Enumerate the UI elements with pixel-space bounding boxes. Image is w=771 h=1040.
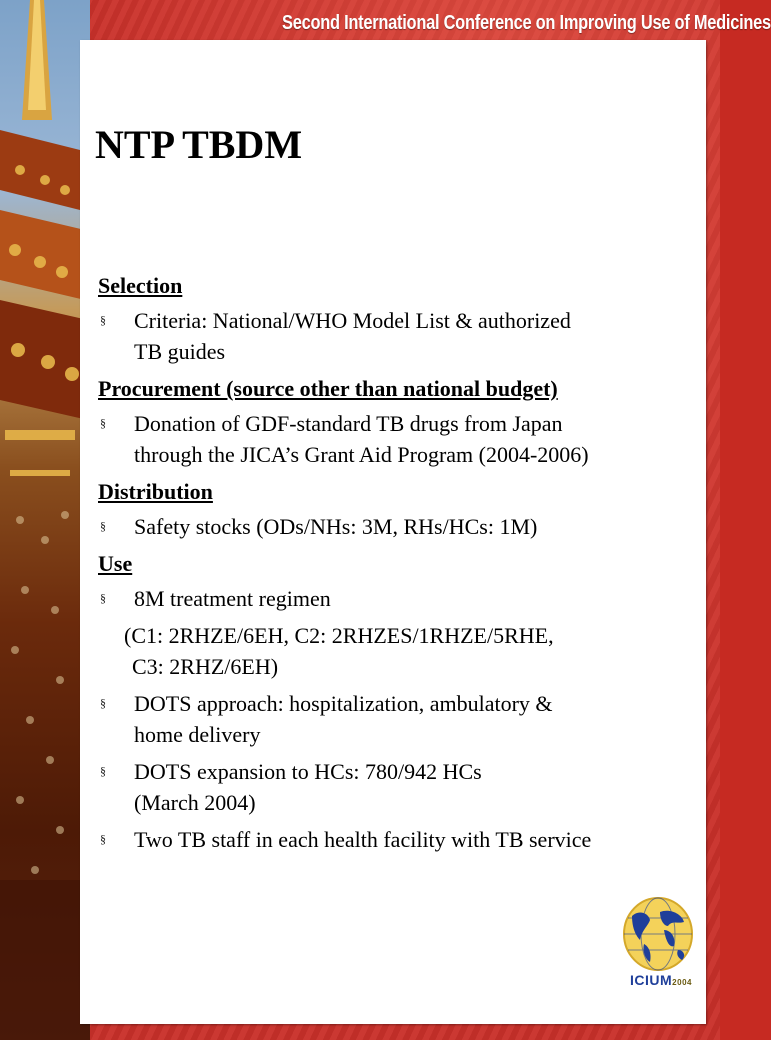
bullet-marker-icon: § — [100, 696, 106, 710]
bullet-text-line: 8M treatment regimen — [134, 586, 331, 611]
bullet-text-line: Donation of GDF-standard TB drugs from Japan — [134, 411, 563, 436]
logo-label — [630, 972, 692, 988]
regimen-note-line: C3: 2RHZ/6EH) — [132, 654, 279, 679]
logo-text: ICIUM — [630, 972, 673, 988]
bullet-text-line: Safety stocks (ODs/NHs: 3M, RHs/HCs: 1M) — [134, 514, 538, 539]
bullet-marker-icon: § — [100, 416, 106, 430]
bullet-text-line: DOTS expansion to HCs: 780/942 HCs — [134, 759, 482, 784]
bullet-text-line: Two TB staff in each health facility with TB service — [134, 827, 592, 852]
bullet-item — [98, 824, 708, 855]
temple-decoration-image — [0, 0, 90, 1040]
section-heading: Use — [98, 551, 133, 576]
bullet-text-line: Criteria: National/WHO Model List & authorized — [134, 308, 571, 333]
bullet-marker-icon: § — [100, 591, 106, 605]
bullet-item — [98, 511, 708, 542]
regimen-note — [98, 620, 708, 682]
regimen-note-line: (C1: 2RHZE/6EH, C2: 2RHZES/1RHZE/5RHE, — [124, 623, 554, 648]
bullet-item — [98, 688, 708, 750]
bullet-text-line: DOTS approach: hospitalization, ambulatory & — [134, 691, 553, 716]
bullet-marker-icon: § — [100, 313, 106, 327]
section-heading: Distribution — [98, 479, 213, 504]
bullet-marker-icon: § — [100, 519, 106, 533]
bullet-item — [98, 756, 708, 818]
bullet-text-line: (March 2004) — [134, 790, 256, 815]
slide-title: NTP TBDM — [95, 122, 303, 167]
conference-banner-title: Second International Conference on Improving Use of Medicines — [282, 12, 771, 34]
bullet-text-line: TB guides — [134, 339, 226, 364]
bullet-item — [98, 408, 708, 470]
slide-body — [98, 270, 708, 861]
bullet-text-line: home delivery — [134, 722, 261, 747]
section-heading: Procurement (source other than national budget) — [98, 376, 558, 401]
section-heading: Selection — [98, 273, 183, 298]
logo-year: 2004 — [672, 978, 692, 987]
bullet-text-line: through the JICA’s Grant Aid Program (2004-2006) — [134, 442, 589, 467]
bullet-marker-icon: § — [100, 832, 106, 846]
bullet-marker-icon: § — [100, 764, 106, 778]
bullet-item — [98, 583, 708, 614]
bullet-item — [98, 305, 708, 367]
